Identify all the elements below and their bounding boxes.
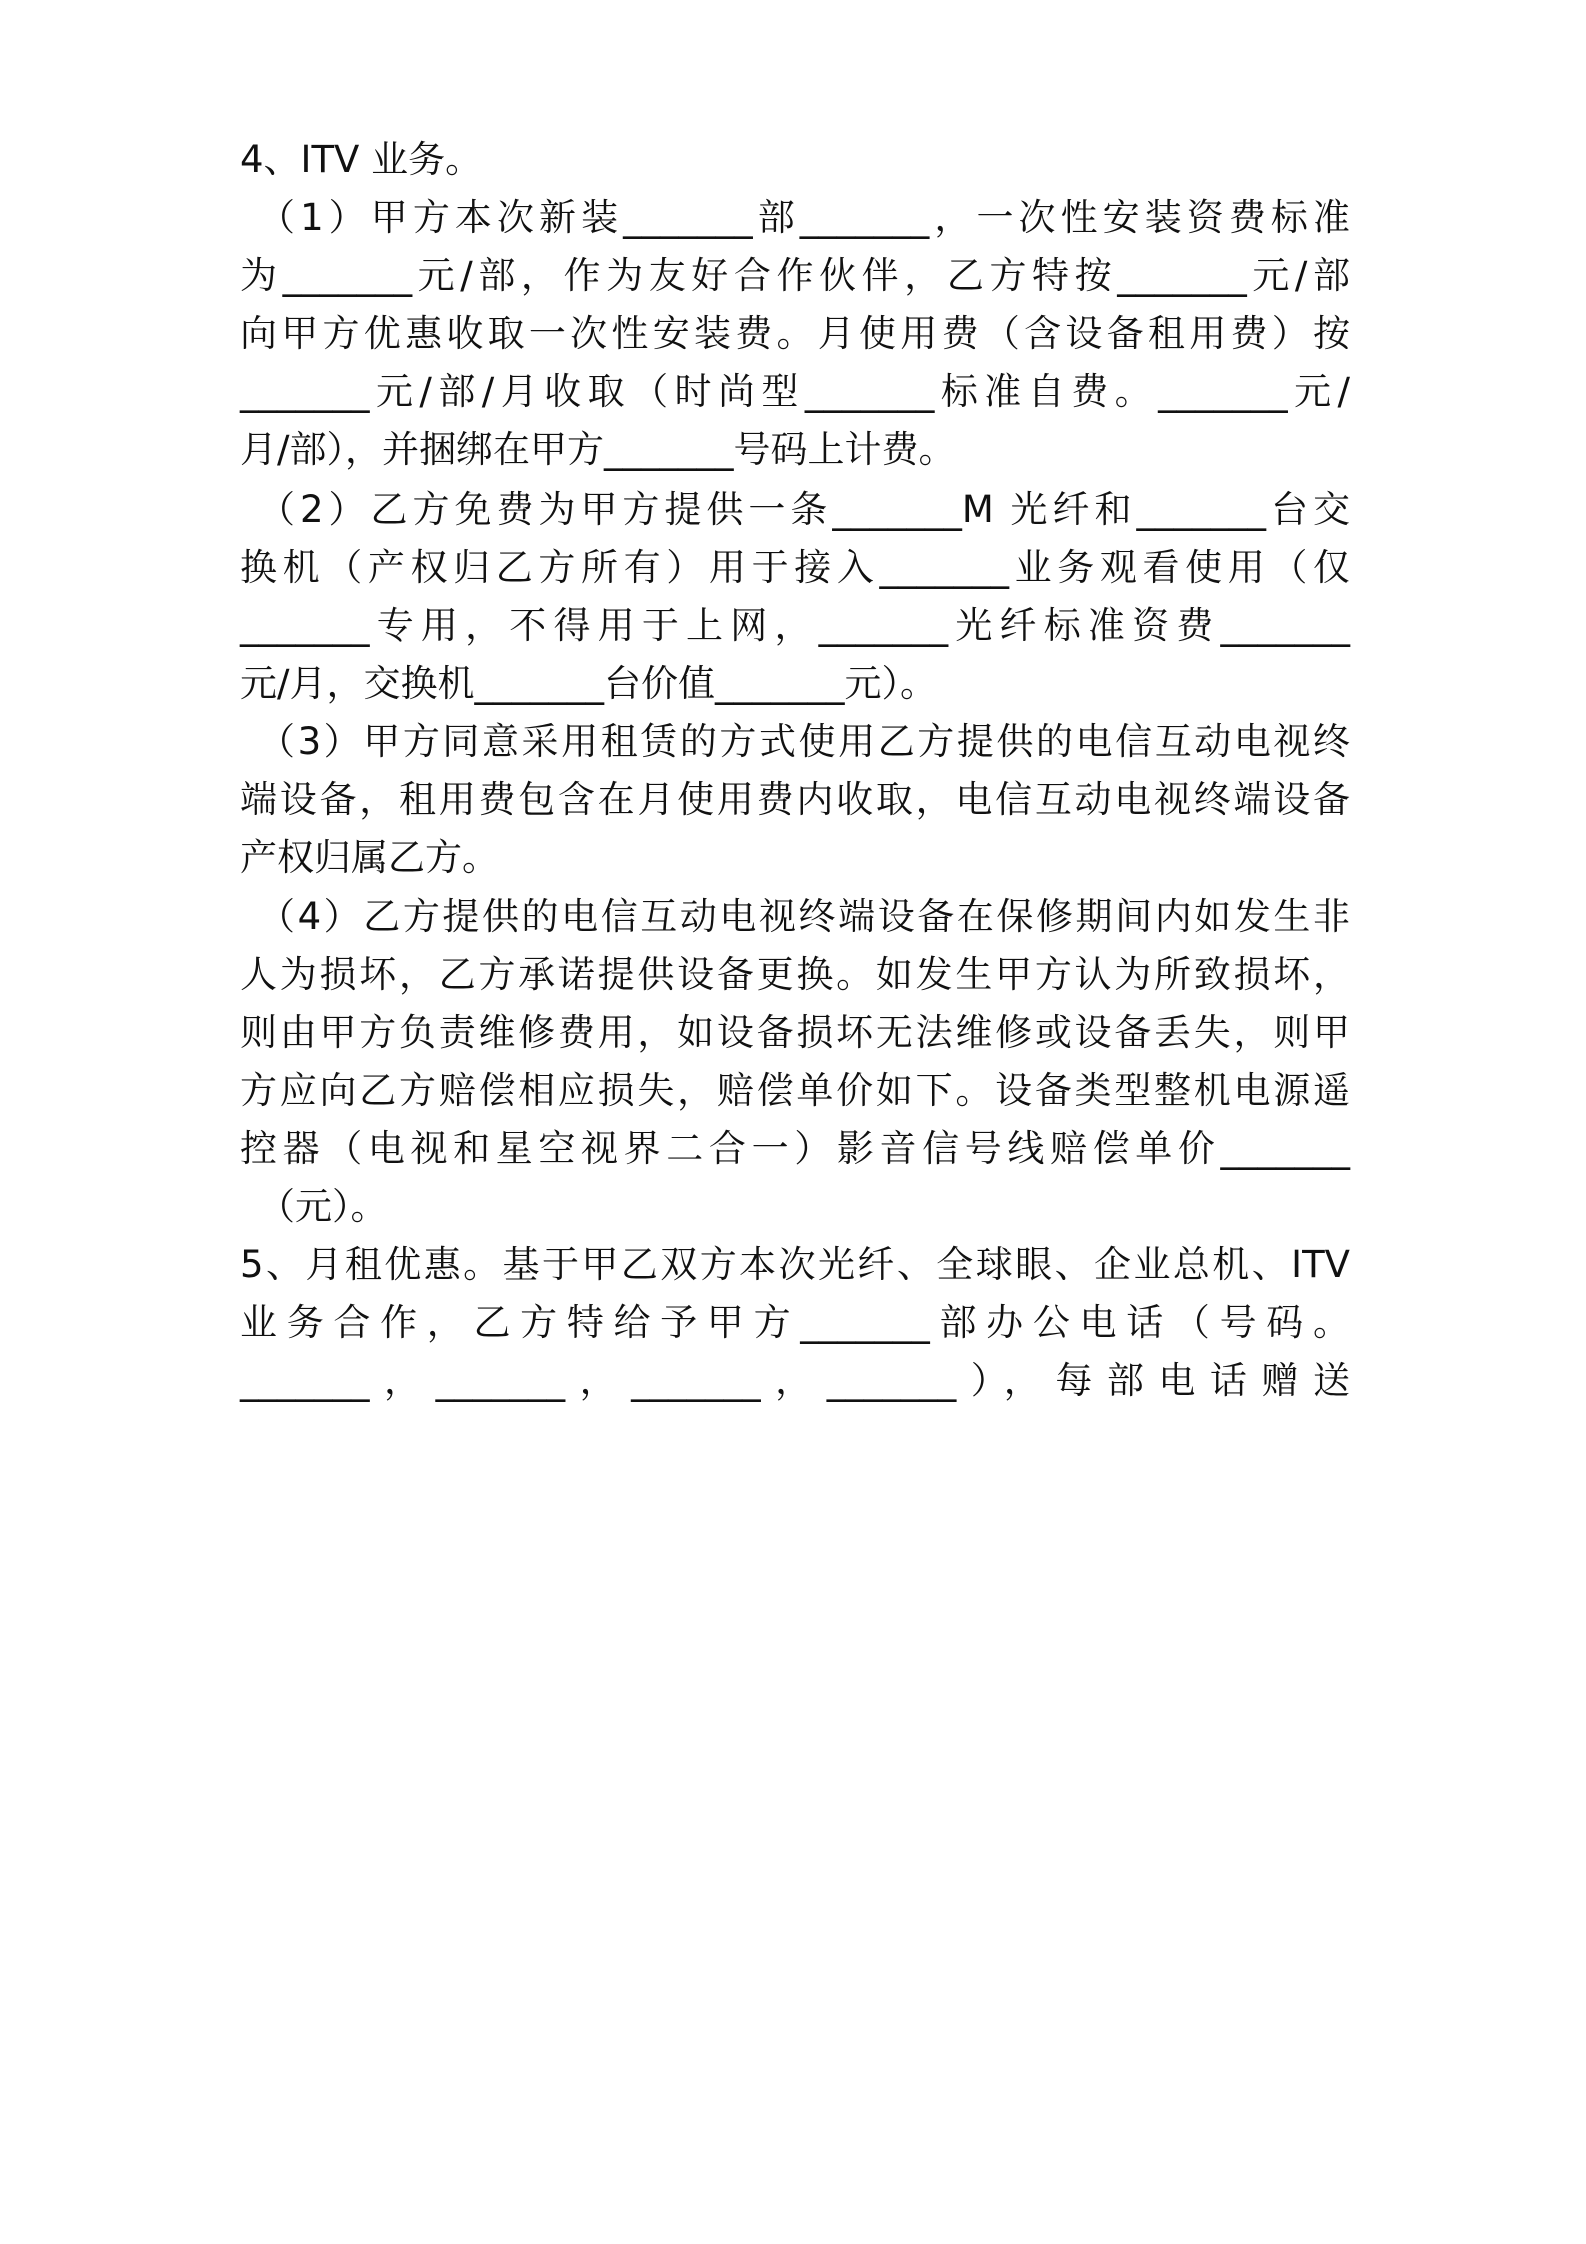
section-5-line-2: 业务合作，乙方特给予甲方_______部办公电话（号码。 bbox=[240, 1301, 1350, 1344]
clause-4-line-5: 控器（电视和星空视界二合一）影音信号线赔偿单价_______ bbox=[240, 1127, 1350, 1170]
clause-4-line-4: 方应向乙方赔偿相应损失，赔偿单价如下。设备类型整机电源遥 bbox=[240, 1069, 1350, 1112]
clause-2-line-1: （2）乙方免费为甲方提供一条_______M 光纤和_______台交 bbox=[258, 488, 1350, 531]
clause-1-line-3: 向甲方优惠收取一次性安装费。月使用费（含设备租用费）按 bbox=[240, 312, 1350, 355]
clause-1-line-1: （1）甲方本次新装_______部_______，一次性安装资费标准 bbox=[258, 196, 1350, 239]
clause-1-line-2: 为_______元/部，作为友好合作伙伴，乙方特按_______元/部 bbox=[240, 254, 1350, 297]
section-4-heading: 4、ITV 业务。 bbox=[240, 138, 483, 181]
clause-1-line-4: _______元/部/月收取（时尚型_______标准自费。_______元/ bbox=[240, 370, 1350, 413]
clause-3-line-3: 产权归属乙方。 bbox=[240, 836, 499, 879]
clause-2-line-3: _______专用，不得用于上网，_______光纤标准资费_______ bbox=[240, 604, 1350, 647]
clause-4-line-2: 人为损坏，乙方承诺提供设备更换。如发生甲方认为所致损坏， bbox=[240, 953, 1350, 996]
clause-3-line-1: （3）甲方同意采用租赁的方式使用乙方提供的电信互动电视终 bbox=[258, 720, 1350, 763]
clause-1-line-5: 月/部），并捆绑在甲方_______号码上计费。 bbox=[240, 428, 956, 471]
clause-3-line-2: 端设备，租用费包含在月使用费内收取，电信互动电视终端设备 bbox=[240, 778, 1350, 821]
section-5-line-3: _______，_______，_______，_______），每部电话赠送 bbox=[240, 1359, 1350, 1402]
clause-4-line-1: （4）乙方提供的电信互动电视终端设备在保修期间内如发生非 bbox=[258, 895, 1350, 938]
section-5-line-1: 5、月租优惠。基于甲乙双方本次光纤、全球眼、企业总机、ITV bbox=[240, 1243, 1350, 1286]
clause-2-line-2: 换机（产权归乙方所有）用于接入_______业务观看使用（仅 bbox=[240, 546, 1350, 589]
clause-4-line-6: （元）。 bbox=[258, 1185, 388, 1228]
clause-4-line-3: 则由甲方负责维修费用，如设备损坏无法维修或设备丢失，则甲 bbox=[240, 1011, 1350, 1054]
clause-2-line-4: 元/月，交换机_______台价值_______元）。 bbox=[240, 662, 937, 705]
